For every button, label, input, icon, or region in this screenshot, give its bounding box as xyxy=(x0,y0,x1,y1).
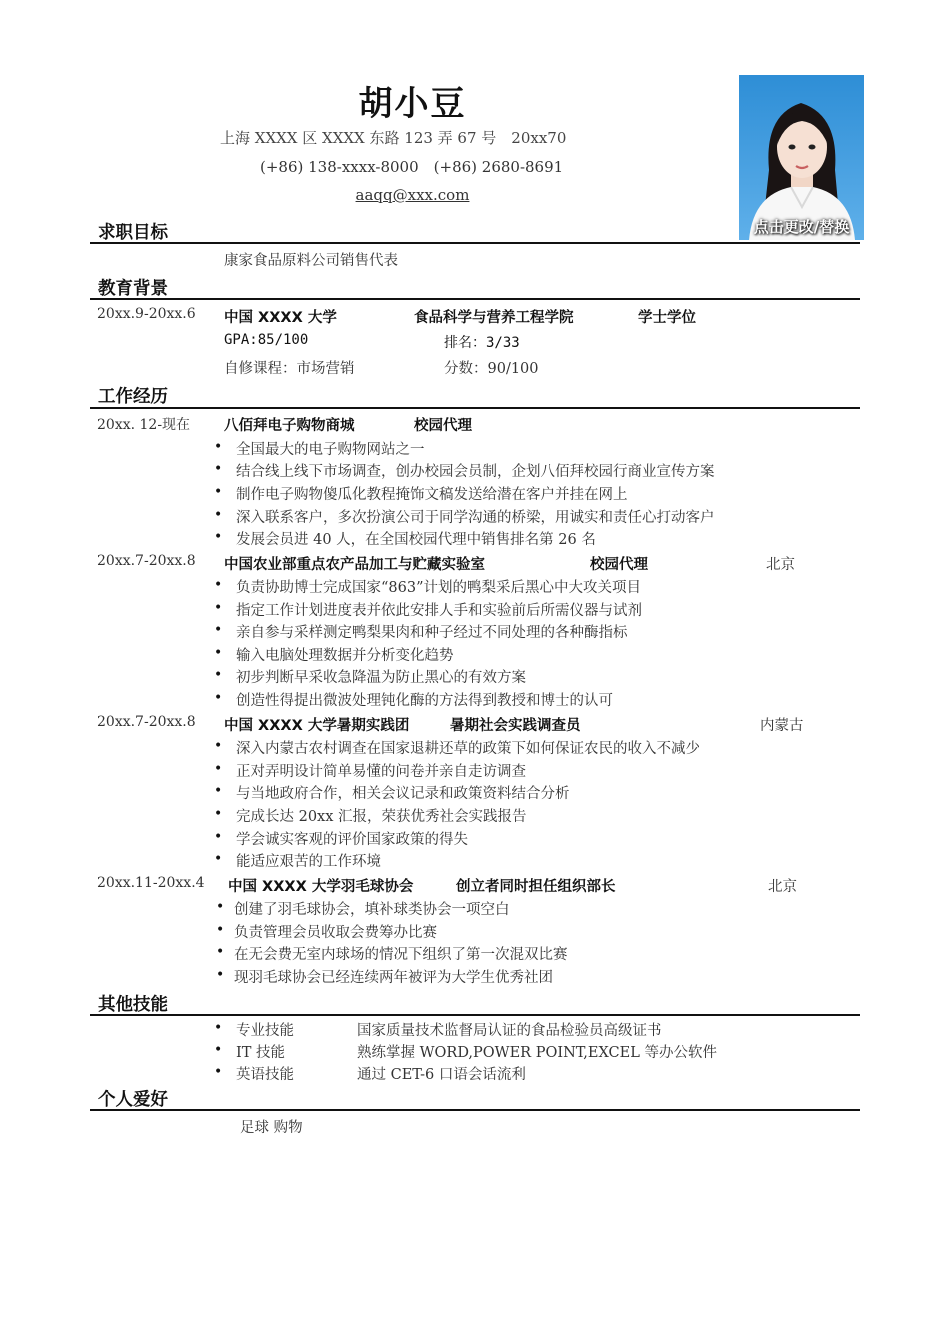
section-divider xyxy=(90,1109,860,1111)
bullet-marker: • xyxy=(214,829,223,845)
section-divider xyxy=(90,1014,860,1016)
job-bullet: 深入联系客户，多次扮演公司于同学沟通的桥梁，用诚实和责任心打动客户 xyxy=(236,510,715,526)
bullet-marker: • xyxy=(214,1042,223,1058)
job-date: 20xx.7-20xx.8 xyxy=(97,553,196,569)
phone-numbers: (+86) 138-xxxx-8000 (+86) 2680-8691 xyxy=(260,158,564,176)
job-bullet: 完成长达 20xx 汇报，荣获优秀社会实践报告 xyxy=(236,809,527,825)
skill-desc: 熟练掌握 WORD,POWER POINT,EXCEL 等办公软件 xyxy=(357,1045,717,1061)
job-bullet: 能适应艰苦的工作环境 xyxy=(236,854,381,870)
bullet-marker: • xyxy=(214,851,223,867)
bullet-marker: • xyxy=(214,622,223,638)
section-divider xyxy=(90,242,860,244)
job-org: 中国农业部重点农产品加工与贮藏实验室 xyxy=(224,557,485,573)
bullet-marker: • xyxy=(214,1064,223,1080)
bullet-marker: • xyxy=(214,529,223,545)
section-title-education: 教育背景 xyxy=(98,279,168,299)
bullet-marker: • xyxy=(216,922,225,938)
job-bullet: 初步判断早采收急降温为防止黑心的有效方案 xyxy=(236,670,526,686)
bullet-marker: • xyxy=(214,439,223,455)
job-bullet: 输入电脑处理数据并分析变化趋势 xyxy=(236,648,454,664)
education-date: 20xx.9-20xx.6 xyxy=(97,306,196,322)
job-bullet: 负责管理会员收取会费筹办比赛 xyxy=(234,925,437,941)
job-role: 校园代理 xyxy=(414,418,472,434)
job-org: 中国 XXXX 大学暑期实践团 xyxy=(224,718,410,734)
bullet-marker: • xyxy=(214,600,223,616)
profile-photo[interactable] xyxy=(739,75,864,240)
skill-desc: 通过 CET-6 口语会话流利 xyxy=(357,1067,526,1083)
bullet-marker: • xyxy=(214,645,223,661)
objective-text: 康家食品原料公司销售代表 xyxy=(224,253,398,269)
job-org: 中国 XXXX 大学羽毛球协会 xyxy=(228,879,414,895)
education-rank: 排名：3/33 xyxy=(444,335,520,351)
section-title-skills: 其他技能 xyxy=(98,995,168,1015)
email-link[interactable]: aaqq@xxx.com xyxy=(355,186,470,204)
job-bullet: 结合线上线下市场调查，创办校园会员制，企划八佰拜校园行商业宣传方案 xyxy=(236,464,715,480)
job-org: 八佰拜电子购物商城 xyxy=(224,418,355,434)
section-divider xyxy=(90,407,860,409)
job-bullet: 深入内蒙古农村调查在国家退耕还草的政策下如何保证农民的收入不减少 xyxy=(236,741,700,757)
job-date: 20xx.11-20xx.4 xyxy=(97,875,205,891)
job-bullet: 创造性得提出微波处理钝化酶的方法得到教授和博士的认可 xyxy=(236,693,613,709)
bullet-marker: • xyxy=(214,484,223,500)
job-date: 20xx. 12-现在 xyxy=(97,417,191,433)
bullet-marker: • xyxy=(216,967,225,983)
section-title-hobbies: 个人爱好 xyxy=(98,1090,168,1110)
job-bullet: 现羽毛球协会已经连续两年被评为大学生优秀社团 xyxy=(234,970,553,986)
change-photo-button[interactable]: 点击更改/替换 xyxy=(753,218,850,236)
section-title-objective: 求职目标 xyxy=(98,223,168,243)
bullet-marker: • xyxy=(214,690,223,706)
education-school: 中国 XXXX 大学 xyxy=(224,310,337,326)
job-bullet: 制作电子购物傻瓜化教程掩饰文稿发送给潜在客户并挂在网上 xyxy=(236,487,628,503)
address: 上海 XXXX 区 XXXX 东路 123 弄 67 号 20xx70 xyxy=(220,129,567,147)
bullet-marker: • xyxy=(214,738,223,754)
job-location: 内蒙古 xyxy=(760,718,804,734)
job-bullet: 负责协助博士完成国家“863”计划的鸭梨采后黑心中大攻关项目 xyxy=(236,580,641,596)
job-bullet: 正对弄明设计简单易懂的问卷并亲自走访调查 xyxy=(236,764,526,780)
bullet-marker: • xyxy=(216,899,225,915)
job-bullet: 发展会员进 40 人，在全国校园代理中销售排名第 26 名 xyxy=(236,532,596,548)
skill-desc: 国家质量技术监督局认证的食品检验员高级证书 xyxy=(357,1023,662,1039)
job-location: 北京 xyxy=(766,557,795,573)
skill-name: IT 技能 xyxy=(236,1045,286,1061)
bullet-marker: • xyxy=(216,944,225,960)
job-bullet: 学会诚实客观的评价国家政策的得失 xyxy=(236,832,468,848)
job-bullet: 亲自参与采样测定鸭梨果肉和种子经过不同处理的各种酶指标 xyxy=(236,625,628,641)
job-bullet: 在无会费无室内球场的情况下组织了第一次混双比赛 xyxy=(234,947,568,963)
bullet-marker: • xyxy=(214,783,223,799)
job-date: 20xx.7-20xx.8 xyxy=(97,714,196,730)
bullet-marker: • xyxy=(214,577,223,593)
bullet-marker: • xyxy=(214,1020,223,1036)
bullet-marker: • xyxy=(214,806,223,822)
bullet-marker: • xyxy=(214,461,223,477)
job-bullet: 全国最大的电子购物网站之一 xyxy=(236,442,425,458)
skill-name: 专业技能 xyxy=(236,1023,294,1039)
bullet-marker: • xyxy=(214,667,223,683)
skill-name: 英语技能 xyxy=(236,1067,294,1083)
bullet-marker: • xyxy=(214,507,223,523)
job-role: 暑期社会实践调查员 xyxy=(450,718,581,734)
education-gpa: GPA:85/100 xyxy=(224,332,309,348)
education-course: 自修课程：市场营销 xyxy=(224,361,355,377)
education-score: 分数：90/100 xyxy=(444,361,539,377)
job-role: 校园代理 xyxy=(590,557,648,573)
resume-name: 胡小豆 xyxy=(358,84,467,124)
job-bullet: 与当地政府合作，相关会议记录和政策资料结合分析 xyxy=(236,786,570,802)
job-bullet: 创建了羽毛球协会，填补球类协会一项空白 xyxy=(234,902,510,918)
education-college: 食品科学与营养工程学院 xyxy=(414,310,574,326)
hobbies-text: 足球 购物 xyxy=(240,1120,303,1136)
bullet-marker: • xyxy=(214,761,223,777)
job-location: 北京 xyxy=(768,879,797,895)
section-title-work: 工作经历 xyxy=(98,387,168,407)
section-divider xyxy=(90,298,860,300)
job-role: 创立者同时担任组织部长 xyxy=(456,879,616,895)
job-bullet: 指定工作计划进度表并依此安排人手和实验前后所需仪器与试剂 xyxy=(236,603,642,619)
education-degree: 学士学位 xyxy=(638,310,696,326)
